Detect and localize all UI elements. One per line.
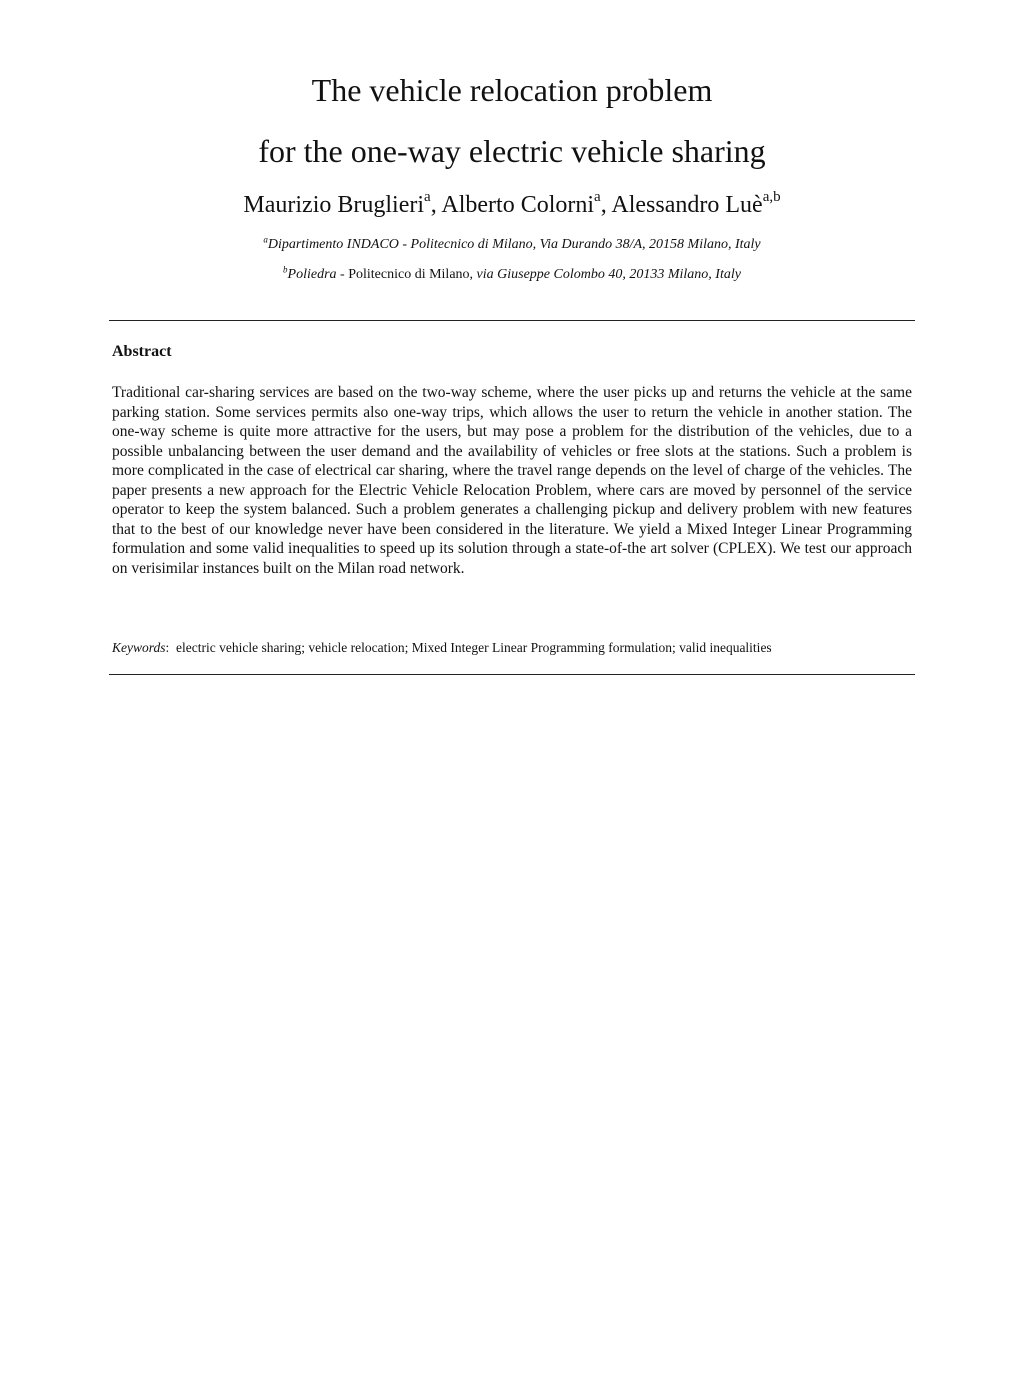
abstract-heading: Abstract [112,343,172,360]
author-name: Maurizio Bruglieri [243,192,425,218]
affiliation-mark: a [263,234,268,245]
author-affiliation-mark: a,b [762,189,781,205]
author-name: Alessandro Luè [611,192,763,218]
affiliation-institution: - Politecnico di Milano, [336,267,477,282]
author-separator: , [430,192,442,218]
keywords-text: electric vehicle sharing; vehicle relocation; Mixed Integer Linear Programming formulation; valid inequalities [176,640,772,655]
abstract-body: Traditional car-sharing services are based on the two-way scheme, where the user picks up and returns the vehicle at the same parking station. Some services permits also one-way trips, which allows the user to return the vehicle in another station. The one-way scheme is quite more attractive for the users, but may pose a problem for the distribution of the vehicles, due to a possible unbalancing between the user demand and the availability of vehicles or free slots at the stations. Such a problem is more complicated in the case of electrical car sharing, where the travel range depends on the level of charge of the vehicles. The paper presents a new approach for the Electric Vehicle Relocation Problem, where cars are moved by personnel of the service operator to keep the system balanced. Such a problem generates a challenging pickup and delivery problem with new features that to the best of our knowledge never have been considered in the literature. We yield a Mixed Integer Linear Programming formulation and some valid inequalities to speed up its solution through a state-of-the art solver (CPLEX). We test our approach on verisimilar instances built on the Milan road network. [112,384,912,577]
affiliation-org: Poliedra [287,267,337,282]
bottom-divider [109,674,915,675]
affiliation-mark: b [283,264,288,275]
affiliation-text: Dipartimento INDACO - Politecnico di Milano, Via Durando 38/A, 20158 Milano, Italy [267,237,761,252]
top-divider [109,320,915,321]
paper-title-line-2: for the one-way electric vehicle sharing [258,133,766,169]
author-affiliation-mark: a [424,189,431,205]
keywords-colon: : [165,640,177,655]
paper-title-line-1: The vehicle relocation problem [311,72,713,108]
author-separator: , [600,192,612,218]
affiliation-address: via Giuseppe Colombo 40, 20133 Milano, Italy [476,267,741,282]
affiliation-a [0,235,1024,255]
affiliation-b [0,265,1024,285]
keywords-label: Keywords [112,640,166,655]
author-list [0,189,1024,221]
keywords-line [112,638,912,658]
author-affiliation-mark: a [594,189,601,205]
author-name: Alberto Colorni [441,192,595,218]
